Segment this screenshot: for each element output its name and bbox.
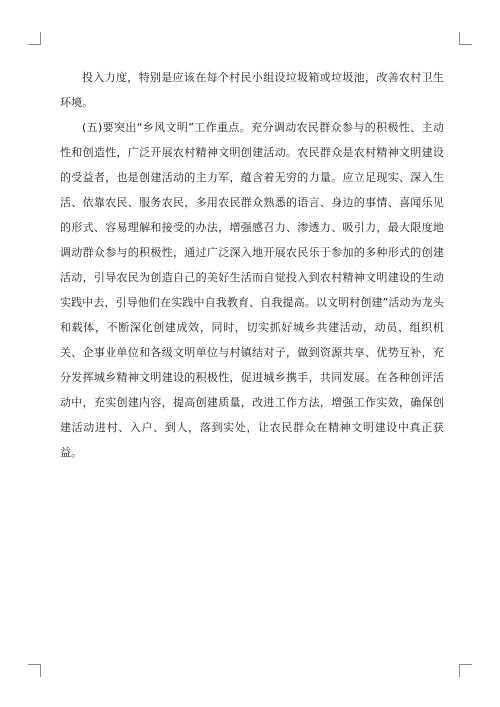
- document-body: [60, 65, 444, 465]
- paragraph-rural-civilization: (五)要突出“乡风文明”工作重点。充分调动农民群众参与的积极性、主动性和创造性，广泛开展农村精神文明创建活动。农民群众是农村精神文明建设的受益者，也是创建活动的主力军，蕴含着无穷的力量。应立足现实、深入生活、依靠农民、服务农民，多用农民群众熟悉的语言、身边的事情、喜闻乐见的形式、容易理解和接受的办法，增强感召力、渗透力、吸引力，最大限度地调动群众参与的积极性，通过广泛深入地开展农民乐于参加的多种形式的创建活动，引导农民为创造自己的美好生活而自觉投入到农村精神文明建设的生动实践中去，引导他们在实践中自我教育、自我提高。以文明村创建”活动为龙头和载体，不断深化创建成效，同时，切实抓好城乡共建活动，动员、组织机关、企事业单位和各级文明单位与村镇结对子，做到资源共享、优势互补，充分发挥城乡精神文明建设的积极性，促进城乡携手，共同发展。在各种创评活动中，充实创建内容，提高创建质量，改进工作方法，增强工作实效，确保创建活动进村、入户、到人，落到实处，让农民群众在精神文明建设中真正获益。: [60, 121, 444, 459]
- crop-mark-top-left: [28, 32, 41, 45]
- paragraph-continuation: 投入力度，特别是应该在每个村民小组设垃圾箱或垃圾池，改善农村卫生环境。: [60, 71, 444, 109]
- crop-mark-bottom-left: [28, 664, 41, 677]
- crop-mark-top-right: [459, 32, 472, 45]
- crop-mark-bottom-right: [459, 664, 472, 677]
